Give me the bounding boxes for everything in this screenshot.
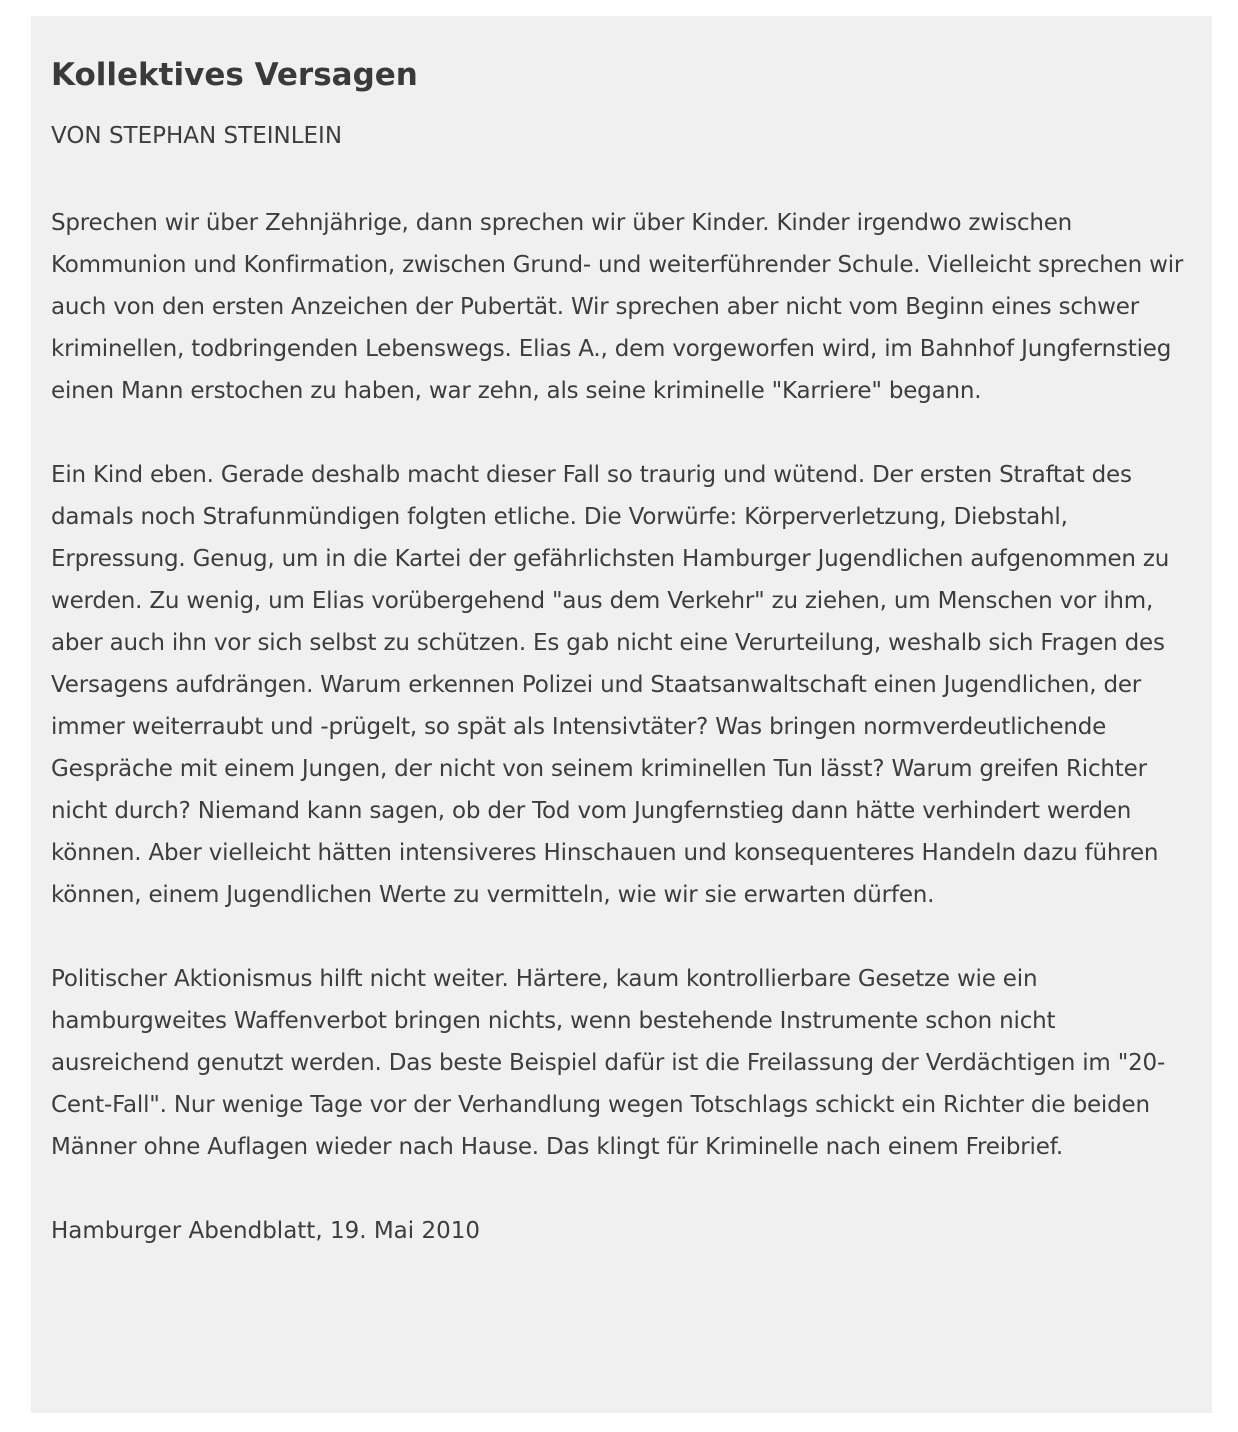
paragraph-spacer	[51, 1168, 1192, 1210]
paragraph-spacer	[51, 916, 1192, 958]
article-paragraph-2: Ein Kind eben. Gerade deshalb macht dieser Fall so traurig und wütend. Der ersten Straftat des damals noch Strafunmündigen folgten etliche. Die Vorwürfe: Körperverletzung, Diebstahl, Erpressung. Genug, um in die Kartei der gefährlichsten Hamburger Jugendlichen aufgenommen zu werden. Zu wenig, um Elias vorübergehend "aus dem Verkehr" zu ziehen, um Menschen vor ihm, aber auch ihn vor sich selbst zu schützen. Es gab nicht eine Verurteilung, weshalb sich Fragen des Versagens aufdrängen. Warum erkennen Polizei und Staatsanwaltschaft einen Jugendlichen, der immer weiterraubt und -prügelt, so spät als Intensivtäter? Was bringen normverdeutlichende Gespräche mit einem Jungen, der nicht von seinem kriminellen Tun lässt? Warum greifen Richter nicht durch? Niemand kann sagen, ob der Tod vom Jungfernstieg dann hätte verhindert werden können. Aber vielleicht hätten intensiveres Hinschauen und konsequenteres Handeln dazu führen können, einem Jugendlichen Werte zu vermitteln, wie wir sie erwarten dürfen.	[51, 462, 1170, 908]
article-byline: VON STEPHAN STEINLEIN	[51, 123, 343, 149]
paragraph-spacer	[51, 412, 1192, 454]
article-box	[31, 16, 1212, 1413]
article-paragraph-3: Politischer Aktionismus hilft nicht weiter. Härtere, kaum kontrollierbare Gesetze wie ein hamburgweites Waffenverbot bringen nichts, wenn bestehende Instrumente schon nicht ausreichend genutzt werden. Das beste Beispiel dafür ist die Freilassung der Verdächtigen im "20-Cent-Fall". Nur wenige Tage vor der Verhandlung wegen Totschlags schickt ein Richter die beiden Männer ohne Auflagen wieder nach Hause. Das klingt für Kriminelle nach einem Freibrief.	[51, 966, 1166, 1160]
article-paragraph-1: Sprechen wir über Zehnjährige, dann sprechen wir über Kinder. Kinder irgendwo zwischen Kommunion und Konfirmation, zwischen Grund- und weiterführender Schule. Vielleicht sprechen wir auch von den ersten Anzeichen der Pubertät. Wir sprechen aber nicht vom Beginn eines schwer kriminellen, todbringenden Lebenswegs. Elias A., dem vorgeworfen wird, im Bahnhof Jungfernstieg einen Mann erstochen zu haben, war zehn, als seine kriminelle "Karriere" begann.	[51, 210, 1184, 404]
article-source: Hamburger Abendblatt, 19. Mai 2010	[51, 1218, 481, 1244]
article-title: Kollektives Versagen	[51, 57, 418, 93]
